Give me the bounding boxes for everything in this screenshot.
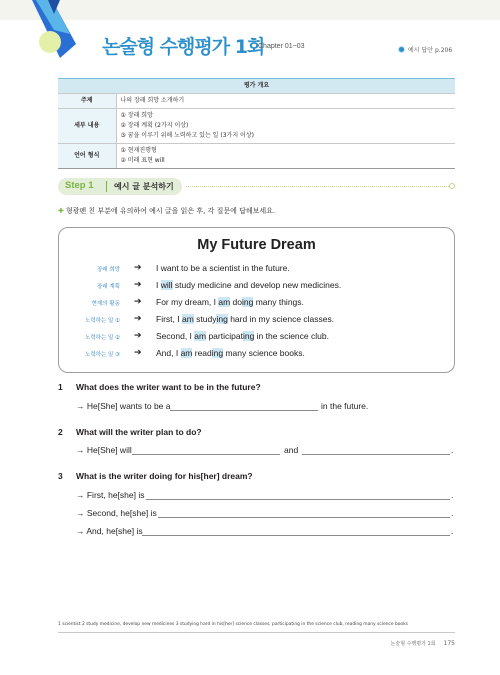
essay-sentence: I want to be a scientist in the future. <box>156 263 290 273</box>
question-number: 1 <box>58 382 63 392</box>
answer-connector: and <box>284 445 299 455</box>
arrow-icon: ➔ <box>134 297 142 307</box>
table-header-row <box>58 79 455 94</box>
essay-sentence: First, I am studying hard in my science classes. <box>156 314 335 324</box>
answer-blank[interactable] <box>146 490 450 500</box>
page-number: 175 <box>443 640 455 647</box>
step-divider <box>106 181 107 192</box>
answer-period: . <box>451 526 454 536</box>
answer-period: . <box>451 490 454 500</box>
step-dotted-line <box>186 186 451 187</box>
table-row <box>58 109 455 144</box>
essay-row-label: 노력하는 일 ① <box>85 318 120 324</box>
question-text: What is the writer doing for his[her] dream? <box>76 471 253 481</box>
essay-sentence: Second, I am participating in the science club. <box>156 331 329 341</box>
page-footer <box>391 640 455 647</box>
example-essay-box <box>58 227 455 373</box>
answer-key: 1 scientist 2 study medicine, develop new medicines 3 studying hard in his[her] science classes, participating in the science club, reading many science books <box>58 622 408 627</box>
arrow-icon: ➔ <box>134 263 142 273</box>
table-heading: 평가 개요 <box>58 79 455 94</box>
row-label: 세부 내용 <box>58 109 116 144</box>
answer-blank[interactable] <box>158 508 450 518</box>
answer-period: . <box>451 445 454 455</box>
essay-sentence: I will study medicine and develop new medicines. <box>156 280 342 290</box>
bullet-icon <box>398 46 405 53</box>
row-content: ① 장래 희망 ② 장래 계획 (2가지 이상) ③ 꿈을 이루기 위해 노력하고 있는 일 (3가지 이상) <box>116 109 455 144</box>
assessment-overview-table <box>58 78 455 169</box>
question-text: What does the writer want to be in the future? <box>76 382 261 392</box>
essay-row <box>59 348 454 362</box>
essay-sentence: For my dream, I am doing many things. <box>156 297 304 307</box>
plus-icon: ✚ <box>58 207 64 215</box>
answer-prefix: → First, he[she] is <box>76 490 145 500</box>
step-end-circle <box>449 183 455 189</box>
answer-blank[interactable] <box>170 401 318 411</box>
essay-title: My Future Dream <box>197 237 316 253</box>
question-text: What will the writer plan to do? <box>76 427 202 437</box>
table-row <box>58 144 455 169</box>
answer-blank[interactable] <box>132 445 280 455</box>
essay-row-label: 장래 희망 <box>96 267 120 273</box>
footer-divider <box>58 632 455 633</box>
answer-prefix: → Second, he[she] is <box>76 508 157 518</box>
essay-row <box>59 263 454 277</box>
answer-prefix: → He[She] wants to be a <box>76 401 171 411</box>
footer-label: 논술형 수행평가 1회 <box>390 641 436 647</box>
essay-row <box>59 331 454 345</box>
step-title: 예시 글 분석하기 <box>114 182 174 191</box>
arrow-icon: ➔ <box>134 280 142 290</box>
essay-row <box>59 297 454 311</box>
row-label: 주제 <box>58 94 116 109</box>
step-badge <box>58 178 182 195</box>
arrow-icon: ➔ <box>134 314 142 324</box>
row-label: 언어 형식 <box>58 144 116 169</box>
arrow-icon: ➔ <box>134 331 142 341</box>
answer-reference: 예시 답안 p.206 <box>398 45 452 54</box>
step-number: Step 1 <box>65 180 94 191</box>
page-title: 논술형 수행평가 1회 <box>102 36 265 58</box>
answer-period: . <box>451 508 454 518</box>
essay-row <box>59 280 454 294</box>
question-number: 2 <box>58 427 63 437</box>
instruction: ✚ 형광펜 친 부분에 유의하여 예시 글을 읽은 후, 각 질문에 답해보세요. <box>58 207 276 215</box>
essay-row-label: 현재의 활동 <box>91 301 120 307</box>
table-row <box>58 94 455 109</box>
answer-blank[interactable] <box>302 445 450 455</box>
row-content: ① 현재진행형 ② 미래 표현 will <box>116 144 455 169</box>
question-number: 3 <box>58 471 63 481</box>
answer-prefix: → And, he[she] is <box>76 526 143 536</box>
essay-row-label: 노력하는 일 ② <box>85 335 120 341</box>
arrow-icon: ➔ <box>134 348 142 358</box>
corner-decoration <box>30 0 90 60</box>
answer-prefix: → He[She] will <box>76 445 132 455</box>
essay-row <box>59 314 454 328</box>
answer-blank[interactable] <box>142 526 450 536</box>
essay-row-label: 장래 계획 <box>96 284 120 290</box>
chapter-range: Chapter 01~03 <box>258 43 305 50</box>
row-content: 나의 장래 희망 소개하기 <box>116 94 455 109</box>
essay-sentence: And, I am reading many science books. <box>156 348 305 358</box>
answer-suffix: in the future. <box>321 401 369 411</box>
essay-row-label: 노력하는 일 ③ <box>85 352 120 358</box>
